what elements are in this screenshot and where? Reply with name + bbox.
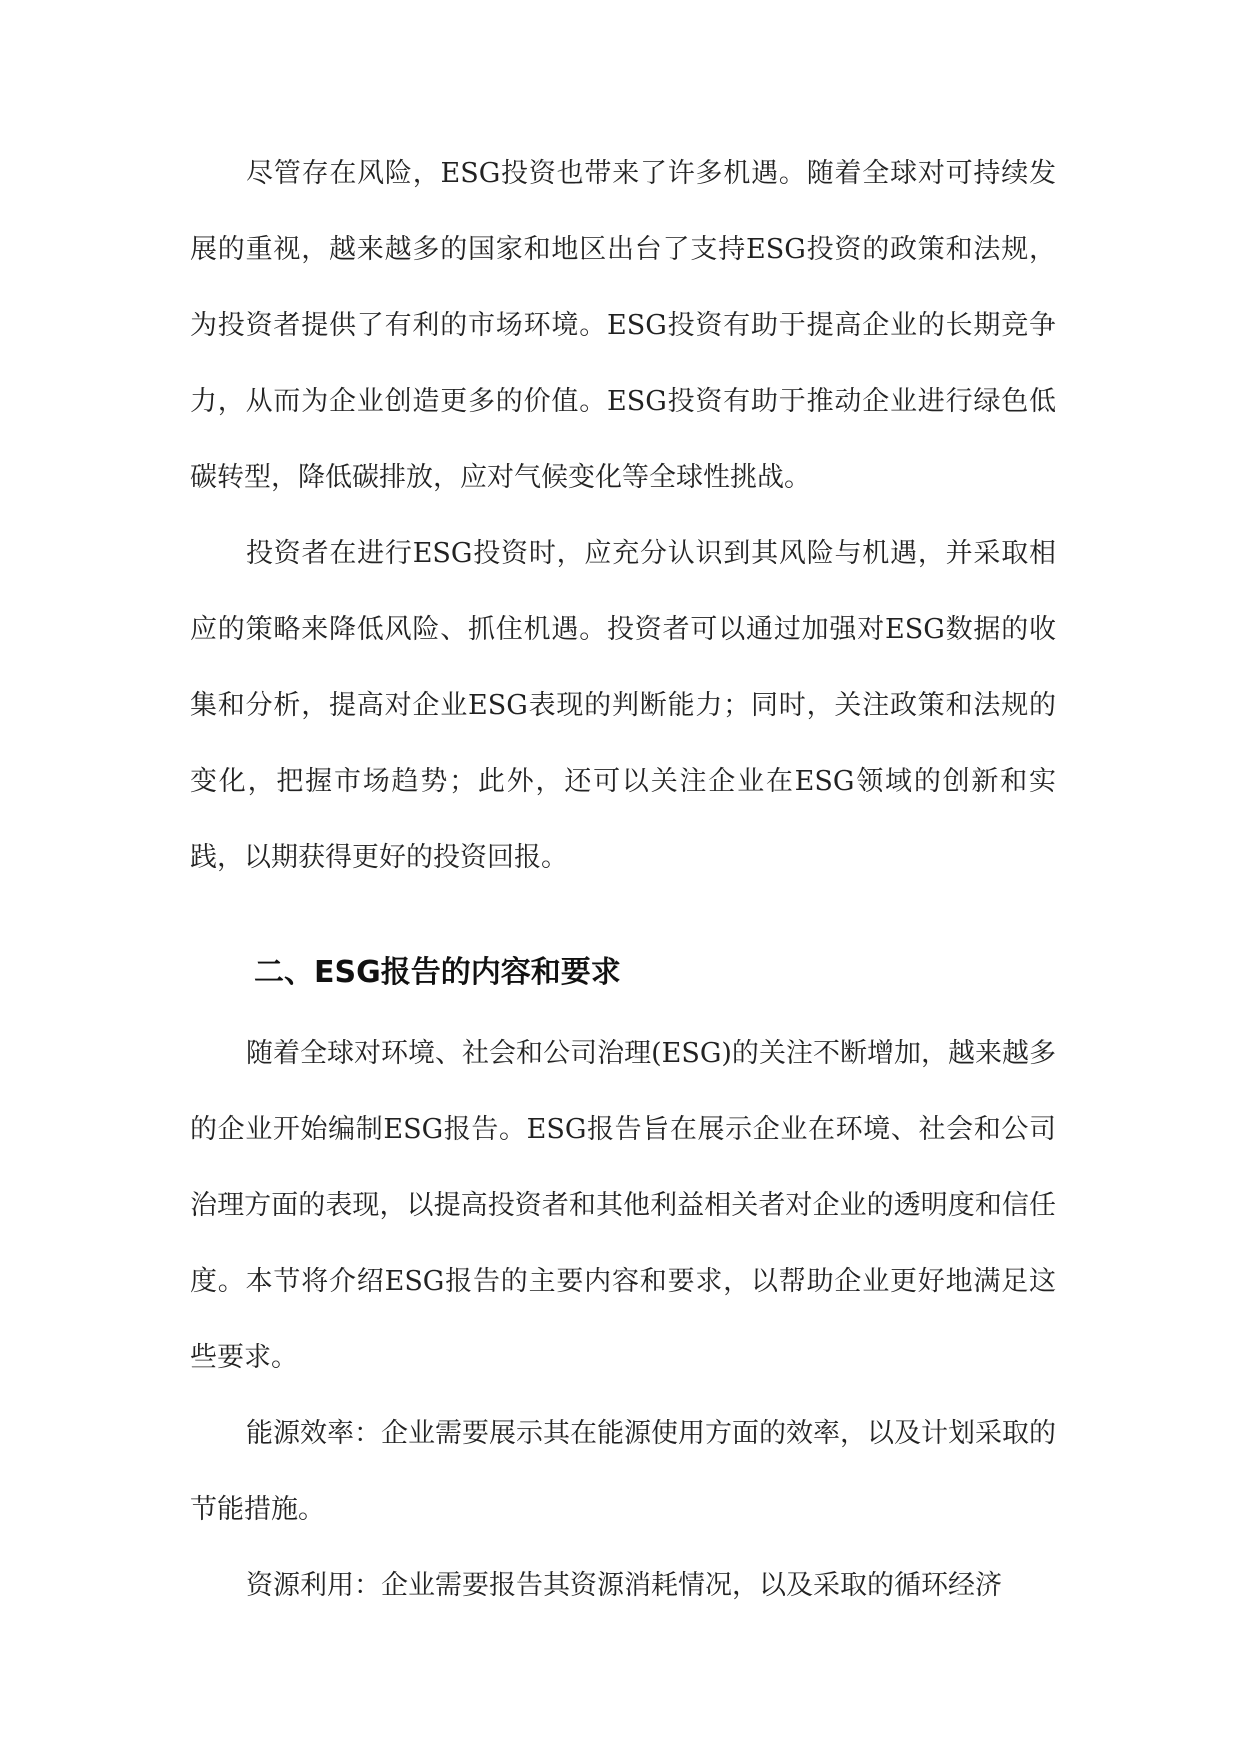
paragraph-esg-opportunities: 尽管存在风险，ESG投资也带来了许多机遇。随着全球对可持续发展的重视，越来越多的国家和地区出台了支持ESG投资的政策和法规，为投资者提供了有利的市场环境。ESG投资有助于提高企业的长期竞争力，从而为企业创造更多的价值。ESG投资有助于推动企业进行绿色低碳转型，降低碳排放，应对气候变化等全球性挑战。 <box>190 158 1056 493</box>
section-heading: 二、ESG报告的内容和要求 <box>254 955 621 990</box>
paragraph-investor-strategies: 投资者在进行ESG投资时，应充分认识到其风险与机遇，并采取相应的策略来降低风险、抓住机遇。投资者可以通过加强对ESG数据的收集和分析，提高对企业ESG表现的判断能力；同时，关注政策和法规的变化，把握市场趋势；此外，还可以关注企业在ESG领域的创新和实践，以期获得更好的投资回报。 <box>190 538 1056 873</box>
paragraph-esg-report-intro: 随着全球对环境、社会和公司治理(ESG)的关注不断增加，越来越多的企业开始编制ESG报告。ESG报告旨在展示企业在环境、社会和公司治理方面的表现，以提高投资者和其他利益相关者对企业的透明度和信任度。本节将介绍ESG报告的主要内容和要求，以帮助企业更好地满足这些要求。 <box>190 1038 1056 1373</box>
document-body <box>190 136 1056 1624</box>
paragraph-resource-utilization: 资源利用：企业需要报告其资源消耗情况，以及采取的循环经济 <box>246 1570 1002 1601</box>
paragraph-energy-efficiency: 能源效率：企业需要展示其在能源使用方面的效率，以及计划采取的节能措施。 <box>190 1418 1056 1525</box>
